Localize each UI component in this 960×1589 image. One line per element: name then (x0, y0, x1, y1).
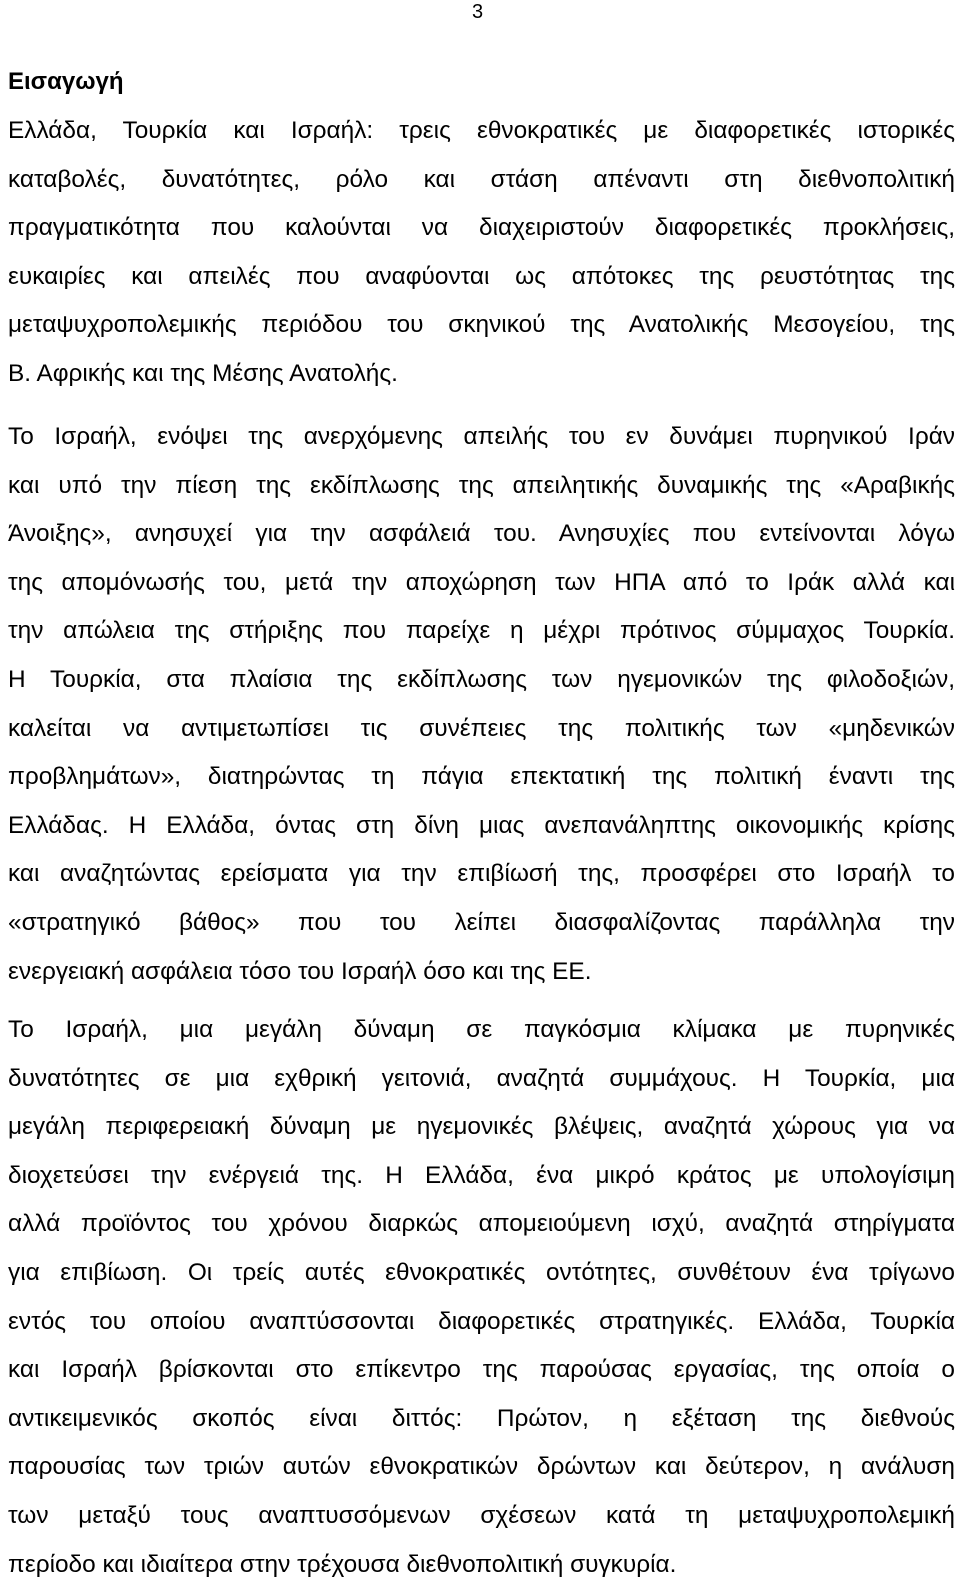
paragraph-line: περίοδο και ιδιαίτερα στην τρέχουσα διεθνοπολιτική συγκυρία. (8, 1550, 677, 1578)
paragraph-line: Η Τουρκία, στα πλαίσια της εκδίπλωσης των ηγεμονικών της φιλοδοξιών, (8, 665, 955, 693)
paragraph-line: δυνατότητες σε μια εχθρική γειτονιά, αναζητά συμμάχους. Η Τουρκία, μια (8, 1064, 955, 1092)
paragraph-line: μεταψυχροπολεμικής περιόδου του σκηνικού της Ανατολικής Μεσογείου, της (8, 311, 955, 339)
paragraph-line: Το Ισραήλ, ενόψει της ανερχόμενης απειλής του εν δυνάμει πυρηνικού Ιράν (8, 423, 955, 450)
section-heading: Εισαγωγή (8, 68, 124, 95)
paragraph-line: πραγματικότητα που καλούνται να διαχειριστούν διαφορετικές προκλήσεις, (8, 214, 955, 242)
paragraph-line: μεγάλη περιφερειακή δύναμη με ηγεμονικές βλέψεις, αναζητά χώρους για να (8, 1113, 955, 1141)
paragraph-line: προβλημάτων», διατηρώντας τη πάγια επεκτατική της πολιτική έναντι της (8, 763, 955, 791)
paragraph-line: Ελλάδα, Τουρκία και Ισραήλ: τρεις εθνοκρατικές με διαφορετικές ιστορικές (8, 117, 955, 144)
paragraph-line: εντός του οποίου αναπτύσσονται διαφορετικές στρατηγικές. Ελλάδα, Τουρκία (8, 1307, 955, 1335)
paragraph-line: της απομόνωσής του, μετά την αποχώρηση των ΗΠΑ από το Ιράκ αλλά και (8, 568, 955, 596)
paragraph-line: ευκαιρίες και απειλές που αναφύονται ως απότοκες της ρευστότητας της (8, 262, 955, 290)
paragraph-line: ενεργειακή ασφάλεια τόσο του Ισραήλ όσο και της ΕΕ. (8, 957, 592, 985)
paragraph-line: για επιβίωση. Οι τρείς αυτές εθνοκρατικές οντότητες, συνθέτουν ένα τρίγωνο (8, 1258, 955, 1286)
paragraph-line: παρουσίας των τριών αυτών εθνοκρατικών δρώντων και δεύτερον, η ανάλυση (8, 1453, 955, 1481)
paragraph-line: αλλά προϊόντος του χρόνου διαρκώς απομειούμενη ισχύ, αναζητά στηρίγματα (8, 1210, 955, 1238)
paragraph-line: καταβολές, δυνατότητες, ρόλο και στάση απέναντι στη διεθνοπολιτική (8, 165, 955, 193)
paragraph-3 (8, 1006, 955, 1589)
page-number: 3 (472, 1, 484, 23)
paragraph-line: και αναζητώντας ερείσματα για την επιβίωσή της, προσφέρει στο Ισραήλ το (8, 860, 955, 888)
paragraph-line: «στρατηγικό βάθος» που του λείπει διασφαλίζοντας παράλληλα την (8, 908, 955, 936)
paragraph-line: την απώλεια της στήριξης που παρείχε η μέχρι πρότινος σύμμαχος Τουρκία. (8, 617, 955, 645)
paragraph-line: Ελλάδας. Η Ελλάδα, όντας στη δίνη μιας ανεπανάληπτης οικονομικής κρίσης (8, 811, 955, 839)
paragraph-2 (8, 413, 955, 996)
paragraph-line: και υπό την πίεση της εκδίπλωσης της απειλητικής δυναμικής της «Αραβικής (8, 471, 955, 499)
paragraph-line: και Ισραήλ βρίσκονται στο επίκεντρο της παρούσας εργασίας, της οποία ο (8, 1356, 955, 1384)
paragraph-line: των μεταξύ τους αναπτυσσόμενων σχέσεων κατά τη μεταψυχροπολεμική (8, 1501, 955, 1529)
paragraph-line: διοχετεύσει την ενέργειά της. Η Ελλάδα, ένα μικρό κράτος με υπολογίσιμη (8, 1161, 955, 1189)
paragraph-line: Β. Αφρικής και της Μέσης Ανατολής. (8, 359, 398, 387)
paragraph-line: αντικειμενικός σκοπός είναι διττός: Πρώτον, η εξέταση της διεθνούς (8, 1404, 955, 1432)
paragraph-line: Το Ισραήλ, μια μεγάλη δύναμη σε παγκόσμια κλίμακα με πυρηνικές (8, 1016, 955, 1043)
paragraph-line: καλείται να αντιμετωπίσει τις συνέπειες της πολιτικής των «μηδενικών (8, 714, 955, 742)
paragraph-line: Άνοιξης», ανησυχεί για την ασφάλειά του. Ανησυχίες που εντείνονται λόγω (8, 520, 955, 548)
paragraph-1 (8, 107, 955, 399)
